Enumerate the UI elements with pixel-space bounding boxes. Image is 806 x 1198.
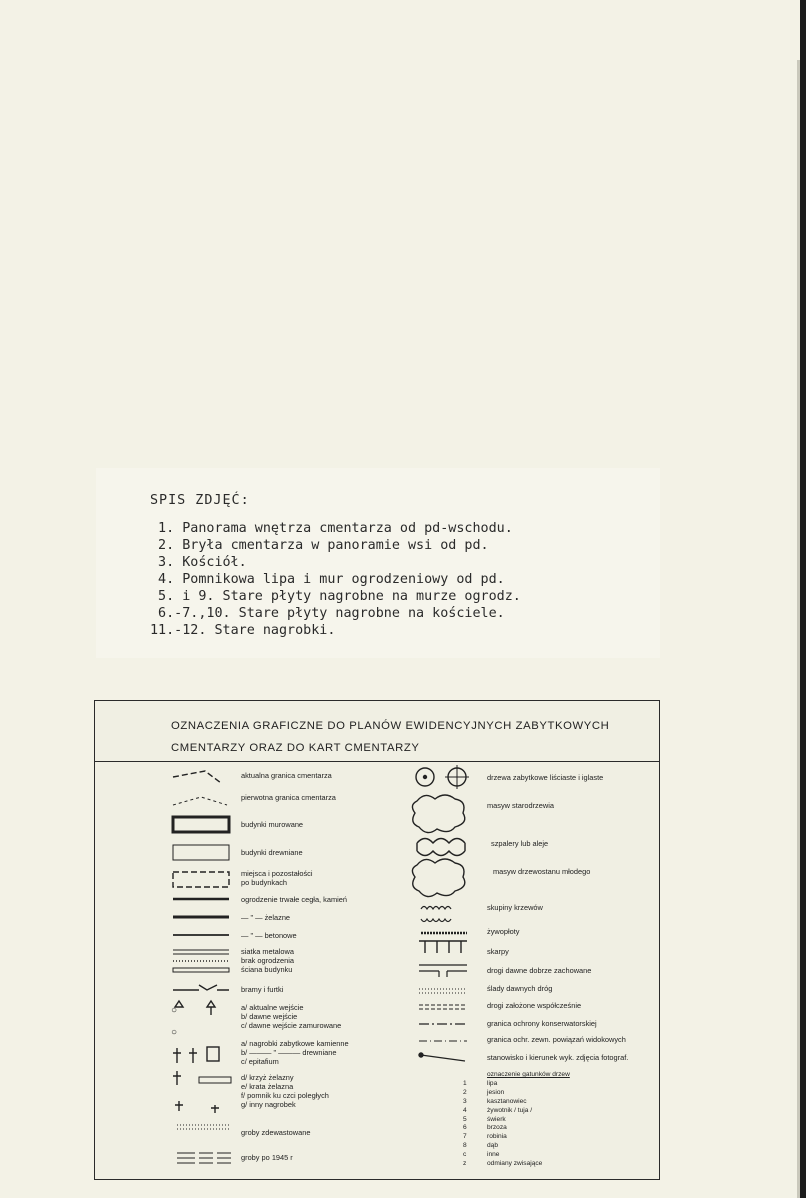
tree-species-list — [463, 1071, 570, 1169]
legend-right-label: stanowisko i kierunek wyk. zdjęcia fotograf. — [487, 1053, 629, 1062]
scan-shadow-right — [797, 60, 800, 1198]
legend-left-label: d/ krzyż żelazny e/ krata żelazna f/ pomnik ku czci poległych g/ inny nagrobek — [241, 1073, 329, 1109]
legend-left-label: pierwotna granica cmentarza — [241, 793, 336, 802]
legend-right-label: ślady dawnych dróg — [487, 984, 553, 993]
legend-left-label: siatka metalowa brak ogrodzenia ściana budynku — [241, 947, 295, 974]
tree-species-item: 4 żywotnik / tuja / — [463, 1106, 533, 1114]
legend-left-label: groby po 1945 r — [241, 1153, 293, 1162]
tree-species-item: 8 dąb — [463, 1142, 499, 1150]
legend-left-label: ogrodzenie trwałe cegła, kamień — [241, 895, 347, 904]
tree-species-item: 2 jesion — [463, 1088, 505, 1096]
legend-right-label: masyw drzewostanu młodego — [493, 867, 591, 876]
legend-left-label: groby zdewastowane — [241, 1128, 311, 1137]
legend-right-label: drzewa zabytkowe liściaste i iglaste — [487, 773, 604, 782]
photo-list-item: 2. Bryła cmentarza w panoramie wsi od pd. — [150, 538, 489, 553]
photo-list-item: 3. Kościół. — [150, 555, 247, 570]
photo-list-item: 5. i 9. Stare płyty nagrobne na murze ogrodz. — [150, 589, 521, 604]
svg-text:○: ○ — [171, 1005, 178, 1016]
tree-species-item: c inne — [463, 1151, 500, 1159]
photo-list-item: 1. Panorama wnętrza cmentarza od pd-wschodu. — [150, 521, 513, 536]
legend-title-line1: OZNACZENIA GRAFICZNE DO PLANÓW EWIDENCYJNYCH ZABYTKOWYCH — [171, 720, 610, 732]
photo-list-item: 6.-7.,10. Stare płyty nagrobne na kościele. — [150, 606, 505, 621]
legend-right-label: granica ochr. zewn. powiązań widokowych — [487, 1035, 626, 1044]
tree-species-item: 3 kasztanowiec — [463, 1097, 527, 1105]
tree-species-item: 5 świerk — [463, 1115, 506, 1123]
tree-species-item: 6 brzoza — [463, 1124, 507, 1132]
legend-right-label: drogi założone współcześnie — [487, 1001, 582, 1010]
tree-species-item: 1 lipa — [463, 1079, 498, 1087]
legend-right-label: szpalery lub aleje — [491, 839, 549, 848]
legend-right-label: drogi dawne dobrze zachowane — [487, 966, 592, 975]
legend-left-label: a/ nagrobki zabytkowe kamienne b/ ——— " ——— drewniane c/ epitafium — [241, 1039, 349, 1066]
legend-right-label: granica ochrony konserwatorskiej — [487, 1019, 597, 1028]
legend-left-label: — " — żelazne — [241, 913, 291, 922]
tree-species-item: 7 robinia — [463, 1133, 507, 1141]
photo-list-item: 11.-12. Stare nagrobki. — [150, 623, 336, 638]
legend-right-label: masyw starodrzewia — [487, 801, 554, 810]
legend-right-label: skupiny krzewów — [487, 903, 543, 912]
legend-left-label: budynki drewniane — [241, 848, 303, 857]
legend-left-label: — " — betonowe — [241, 931, 297, 940]
tree-species-item: z odmiany zwisające — [463, 1160, 543, 1168]
legend-left-label: a/ aktualne wejście b/ dawne wejście c/ dawne wejście zamurowane — [241, 1003, 342, 1030]
legend-right-label: skarpy — [487, 947, 509, 956]
legend-left-label: budynki murowane — [241, 820, 304, 829]
photo-list-heading: SPIS ZDJĘĆ: — [150, 493, 250, 508]
legend-right-label: żywopłoty — [487, 927, 520, 936]
scan-border-right — [800, 0, 806, 1198]
legend-left-label: aktualna granica cmentarza — [241, 771, 332, 780]
legend-title-line2: CMENTARZY ORAZ DO KART CMENTARZY — [171, 742, 420, 754]
photo-list-item: 4. Pomnikowa lipa i mur ogrodzeniowy od pd. — [150, 572, 505, 587]
legend-box — [94, 700, 660, 1180]
svg-text:○: ○ — [171, 1027, 178, 1038]
tree-species-heading: oznaczenie gatunków drzew — [487, 1071, 570, 1078]
legend-left-label: miejsca i pozostałości po budynkach — [241, 869, 313, 887]
photo-list — [150, 492, 521, 639]
legend-left-label: bramy i furtki — [241, 985, 284, 994]
